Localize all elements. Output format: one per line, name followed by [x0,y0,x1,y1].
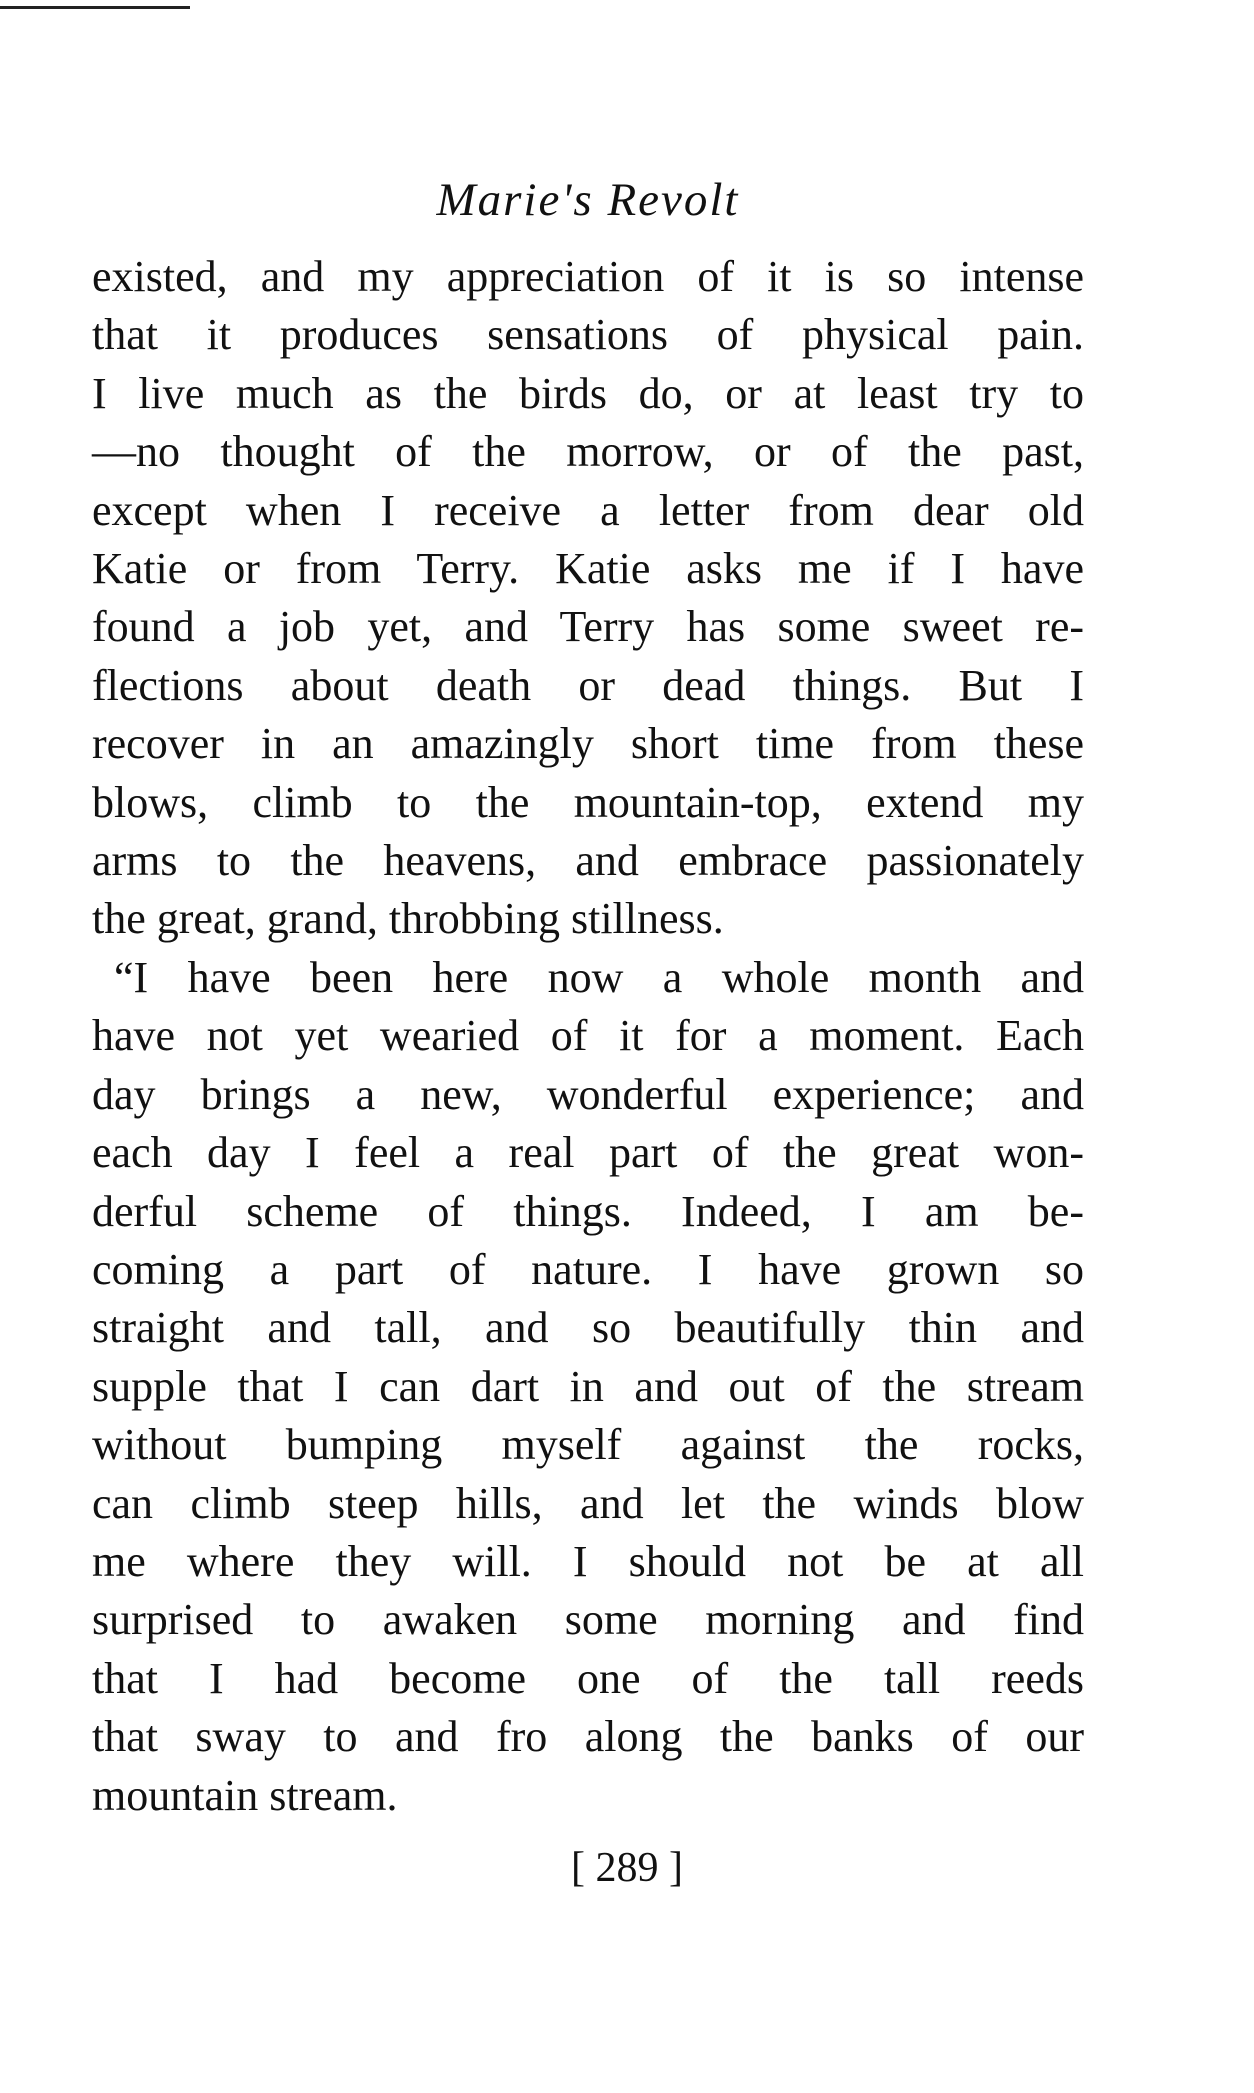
text-line: without bumping myself against the rocks, [92,1420,1084,1470]
text-line: me where they will. I should not be at all [92,1536,1084,1586]
text-line: “I have been here now a whole month and [114,952,1084,1002]
text-line: surprised to awaken some morning and find [92,1595,1084,1645]
text-line: supple that I can dart in and out of the stream [92,1361,1084,1411]
text-line: straight and tall, and so beautifully thin and [92,1303,1084,1353]
text-line: except when I receive a letter from dear old [92,485,1084,535]
text-line: that sway to and fro along the banks of our [92,1712,1084,1762]
text-line: derful scheme of things. Indeed, I am be- [92,1186,1084,1236]
text-line: each day I feel a real part of the great won- [92,1128,1084,1178]
text-line: mountain stream. [92,1770,398,1820]
text-line: —no thought of the morrow, or of the past, [92,427,1084,477]
book-page [92,170,1084,1825]
text-line: that I had become one of the tall reeds [92,1653,1084,1703]
text-line: day brings a new, wonderful experience; and [92,1069,1084,1119]
page-number: [ 289 ] [571,1845,683,1891]
text-line: blows, climb to the mountain-top, extend my [92,777,1084,827]
paragraph [92,248,1084,949]
text-line: the great, grand, throbbing stillness. [92,894,724,944]
text-line: that it produces sensations of physical pain. [92,310,1084,360]
text-line: existed, and my appreciation of it is so intense [92,252,1084,301]
top-rule [0,6,190,9]
text-line: recover in an amazingly short time from these [92,719,1084,769]
text-line: arms to the heavens, and embrace passionately [92,836,1084,886]
text-line: flections about death or dead things. But I [92,660,1084,710]
text-line: have not yet wearied of it for a moment. Each [92,1011,1084,1061]
text-line: found a job yet, and Terry has some sweet re- [92,602,1084,652]
text-line: coming a part of nature. I have grown so [92,1244,1084,1294]
text-line: Katie or from Terry. Katie asks me if I have [92,544,1084,594]
text-line: can climb steep hills, and let the winds blow [92,1478,1084,1528]
running-head: Marie's Revolt [436,174,740,226]
paragraph [92,949,1084,1825]
text-line: I live much as the birds do, or at least try to [92,368,1084,418]
body-text [92,248,1084,1825]
